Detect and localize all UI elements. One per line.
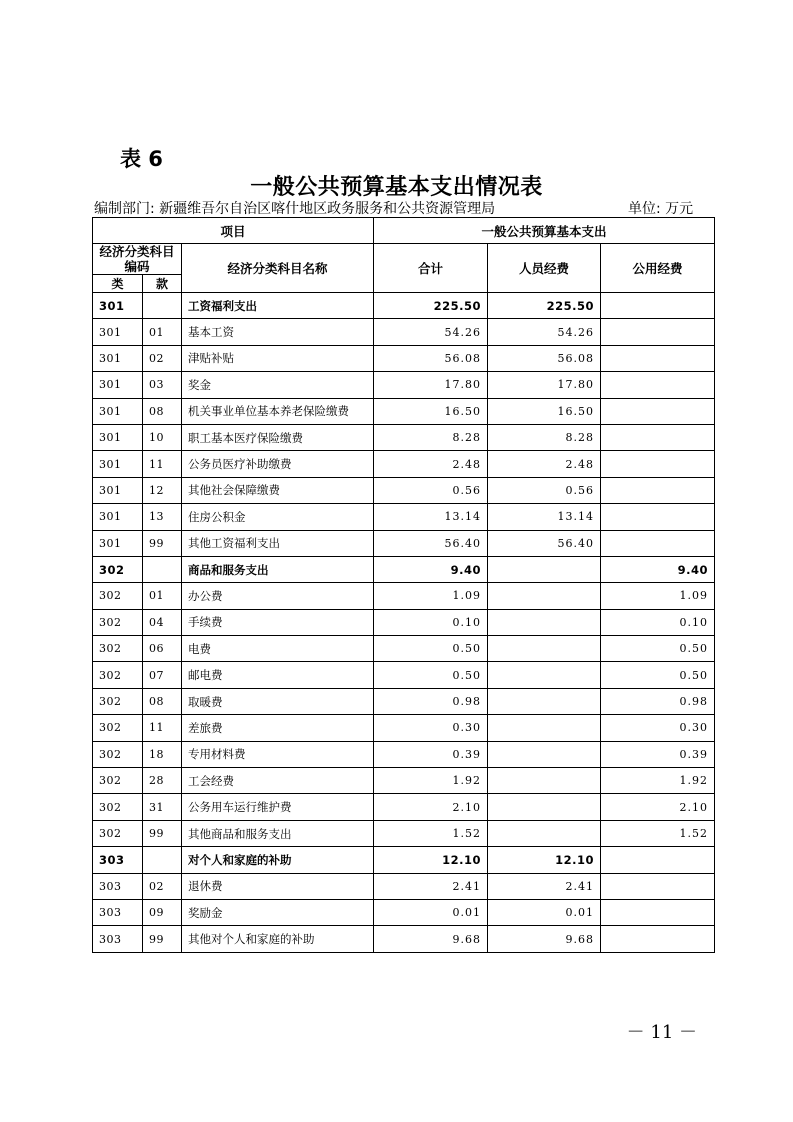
class-code-cell: 302 (93, 820, 143, 846)
personnel-cell: 17.80 (488, 372, 601, 398)
public-cell (601, 424, 715, 450)
class-code-cell: 302 (93, 583, 143, 609)
class-code-cell: 301 (93, 345, 143, 371)
item-name-cell: 津贴补贴 (182, 345, 374, 371)
total-cell: 2.10 (374, 794, 488, 820)
total-cell: 1.09 (374, 583, 488, 609)
table-row (93, 398, 715, 424)
public-cell: 1.52 (601, 820, 715, 846)
item-name-cell: 职工基本医疗保险缴费 (182, 424, 374, 450)
personnel-cell: 16.50 (488, 398, 601, 424)
item-name-cell: 电费 (182, 636, 374, 662)
item-name-cell: 退休费 (182, 873, 374, 899)
personnel-cell (488, 820, 601, 846)
class-code-cell: 302 (93, 768, 143, 794)
class-code-cell: 301 (93, 530, 143, 556)
subclass-code-cell: 99 (143, 530, 182, 556)
table-row (93, 794, 715, 820)
item-name-cell: 机关事业单位基本养老保险缴费 (182, 398, 374, 424)
table-row (93, 873, 715, 899)
item-name-cell: 办公费 (182, 583, 374, 609)
total-cell: 225.50 (374, 293, 488, 319)
table-row (93, 636, 715, 662)
class-code-cell: 301 (93, 319, 143, 345)
personnel-cell (488, 741, 601, 767)
total-cell: 56.40 (374, 530, 488, 556)
subclass-code-cell: 11 (143, 451, 182, 477)
personnel-cell: 225.50 (488, 293, 601, 319)
public-cell: 1.92 (601, 768, 715, 794)
subclass-code-cell: 02 (143, 345, 182, 371)
total-cell: 17.80 (374, 372, 488, 398)
item-name-cell: 差旅费 (182, 715, 374, 741)
subclass-code-cell: 01 (143, 319, 182, 345)
public-cell: 0.10 (601, 609, 715, 635)
personnel-cell: 9.68 (488, 926, 601, 952)
subclass-code-cell: 12 (143, 477, 182, 503)
personnel-cell (488, 583, 601, 609)
class-code-cell: 302 (93, 741, 143, 767)
total-cell: 2.41 (374, 873, 488, 899)
item-name-cell: 手续费 (182, 609, 374, 635)
personnel-cell (488, 768, 601, 794)
total-cell: 0.10 (374, 609, 488, 635)
item-name-cell: 专用材料费 (182, 741, 374, 767)
public-cell (601, 504, 715, 530)
subclass-code-cell: 02 (143, 873, 182, 899)
public-cell (601, 293, 715, 319)
personnel-cell: 2.41 (488, 873, 601, 899)
table-row-subtotal (93, 293, 715, 319)
public-cell: 9.40 (601, 556, 715, 582)
total-cell: 12.10 (374, 847, 488, 873)
total-cell: 1.92 (374, 768, 488, 794)
table-row-subtotal (93, 556, 715, 582)
subclass-code-cell: 01 (143, 583, 182, 609)
total-cell: 8.28 (374, 424, 488, 450)
public-cell: 0.50 (601, 636, 715, 662)
total-cell: 0.56 (374, 477, 488, 503)
table-row (93, 609, 715, 635)
table-label: 表 6 (120, 147, 163, 171)
class-code-cell: 302 (93, 609, 143, 635)
table-row (93, 688, 715, 714)
total-cell: 0.39 (374, 741, 488, 767)
item-name-cell: 基本工资 (182, 319, 374, 345)
class-code-cell: 302 (93, 662, 143, 688)
public-cell: 0.39 (601, 741, 715, 767)
table-body (93, 293, 715, 953)
table-row (93, 451, 715, 477)
public-cell (601, 345, 715, 371)
item-name-cell: 邮电费 (182, 662, 374, 688)
public-cell: 0.98 (601, 688, 715, 714)
personnel-cell: 0.56 (488, 477, 601, 503)
class-code-cell: 301 (93, 451, 143, 477)
subclass-code-cell: 28 (143, 768, 182, 794)
item-name-cell: 其他工资福利支出 (182, 530, 374, 556)
class-code-cell: 303 (93, 873, 143, 899)
total-cell: 16.50 (374, 398, 488, 424)
header-class: 类 (93, 275, 143, 293)
personnel-cell (488, 556, 601, 582)
table-row (93, 319, 715, 345)
total-cell: 13.14 (374, 504, 488, 530)
class-code-cell: 302 (93, 794, 143, 820)
total-cell: 9.68 (374, 926, 488, 952)
personnel-cell: 56.08 (488, 345, 601, 371)
total-cell: 54.26 (374, 319, 488, 345)
public-cell (601, 847, 715, 873)
subclass-code-cell (143, 556, 182, 582)
item-name-cell: 对个人和家庭的补助 (182, 847, 374, 873)
personnel-cell (488, 715, 601, 741)
total-cell: 0.01 (374, 899, 488, 925)
public-cell (601, 926, 715, 952)
personnel-cell: 2.48 (488, 451, 601, 477)
table-row (93, 820, 715, 846)
class-code-cell: 301 (93, 372, 143, 398)
public-cell: 0.50 (601, 662, 715, 688)
table-row (93, 741, 715, 767)
item-name-cell: 其他社会保障缴费 (182, 477, 374, 503)
personnel-cell (488, 688, 601, 714)
page-title: 一般公共预算基本支出情况表 (250, 175, 543, 200)
header-subclass: 款 (143, 275, 182, 293)
class-code-cell: 301 (93, 398, 143, 424)
subclass-code-cell: 08 (143, 688, 182, 714)
item-name-cell: 取暖费 (182, 688, 374, 714)
table-row (93, 715, 715, 741)
subclass-code-cell: 10 (143, 424, 182, 450)
total-cell: 0.30 (374, 715, 488, 741)
personnel-cell: 8.28 (488, 424, 601, 450)
item-name-cell: 奖励金 (182, 899, 374, 925)
public-cell (601, 530, 715, 556)
table-row (93, 345, 715, 371)
table-row (93, 926, 715, 952)
table-row (93, 899, 715, 925)
public-cell (601, 319, 715, 345)
table-row (93, 424, 715, 450)
department-label: 编制部门: 新疆维吾尔自治区喀什地区政务服务和公共资源管理局 (94, 201, 496, 217)
subclass-code-cell (143, 293, 182, 319)
class-code-cell: 303 (93, 926, 143, 952)
subclass-code-cell: 31 (143, 794, 182, 820)
table-row (93, 530, 715, 556)
item-name-cell: 奖金 (182, 372, 374, 398)
class-code-cell: 302 (93, 715, 143, 741)
subclass-code-cell: 09 (143, 899, 182, 925)
table-row (93, 583, 715, 609)
personnel-cell (488, 636, 601, 662)
personnel-cell: 54.26 (488, 319, 601, 345)
item-name-cell: 工资福利支出 (182, 293, 374, 319)
class-code-cell: 303 (93, 847, 143, 873)
item-name-cell: 公务用车运行维护费 (182, 794, 374, 820)
item-name-cell: 其他对个人和家庭的补助 (182, 926, 374, 952)
personnel-cell: 12.10 (488, 847, 601, 873)
public-cell (601, 372, 715, 398)
class-code-cell: 301 (93, 424, 143, 450)
table-row (93, 504, 715, 530)
public-cell (601, 899, 715, 925)
subclass-code-cell (143, 847, 182, 873)
table-row (93, 768, 715, 794)
table-row (93, 372, 715, 398)
item-name-cell: 公务员医疗补助缴费 (182, 451, 374, 477)
subclass-code-cell: 03 (143, 372, 182, 398)
total-cell: 0.98 (374, 688, 488, 714)
subclass-code-cell: 07 (143, 662, 182, 688)
subclass-code-cell: 99 (143, 820, 182, 846)
class-code-cell: 301 (93, 477, 143, 503)
page-number: － 11 － (626, 1022, 697, 1043)
subclass-code-cell: 08 (143, 398, 182, 424)
table-row-subtotal (93, 847, 715, 873)
personnel-cell: 13.14 (488, 504, 601, 530)
total-cell: 0.50 (374, 636, 488, 662)
header-item: 项目 (93, 218, 374, 244)
header-public: 公用经费 (601, 244, 715, 293)
header-budget: 一般公共预算基本支出 (374, 218, 715, 244)
header-name: 经济分类科目名称 (182, 244, 374, 293)
subclass-code-cell: 13 (143, 504, 182, 530)
item-name-cell: 其他商品和服务支出 (182, 820, 374, 846)
public-cell (601, 398, 715, 424)
personnel-cell: 56.40 (488, 530, 601, 556)
subclass-code-cell: 18 (143, 741, 182, 767)
personnel-cell: 0.01 (488, 899, 601, 925)
public-cell: 2.10 (601, 794, 715, 820)
class-code-cell: 301 (93, 293, 143, 319)
budget-table (92, 217, 715, 953)
personnel-cell (488, 662, 601, 688)
subclass-code-cell: 04 (143, 609, 182, 635)
public-cell: 0.30 (601, 715, 715, 741)
total-cell: 1.52 (374, 820, 488, 846)
item-name-cell: 商品和服务支出 (182, 556, 374, 582)
header-code: 经济分类科目编码 (93, 244, 182, 275)
total-cell: 2.48 (374, 451, 488, 477)
table-row (93, 477, 715, 503)
public-cell (601, 873, 715, 899)
unit-label: 单位: 万元 (628, 201, 694, 217)
item-name-cell: 工会经费 (182, 768, 374, 794)
total-cell: 56.08 (374, 345, 488, 371)
table-row (93, 662, 715, 688)
subclass-code-cell: 06 (143, 636, 182, 662)
class-code-cell: 301 (93, 504, 143, 530)
class-code-cell: 303 (93, 899, 143, 925)
total-cell: 0.50 (374, 662, 488, 688)
public-cell (601, 451, 715, 477)
class-code-cell: 302 (93, 556, 143, 582)
class-code-cell: 302 (93, 636, 143, 662)
item-name-cell: 住房公积金 (182, 504, 374, 530)
header-personnel: 人员经费 (488, 244, 601, 293)
personnel-cell (488, 609, 601, 635)
public-cell: 1.09 (601, 583, 715, 609)
class-code-cell: 302 (93, 688, 143, 714)
subclass-code-cell: 11 (143, 715, 182, 741)
total-cell: 9.40 (374, 556, 488, 582)
subclass-code-cell: 99 (143, 926, 182, 952)
header-total: 合计 (374, 244, 488, 293)
personnel-cell (488, 794, 601, 820)
public-cell (601, 477, 715, 503)
